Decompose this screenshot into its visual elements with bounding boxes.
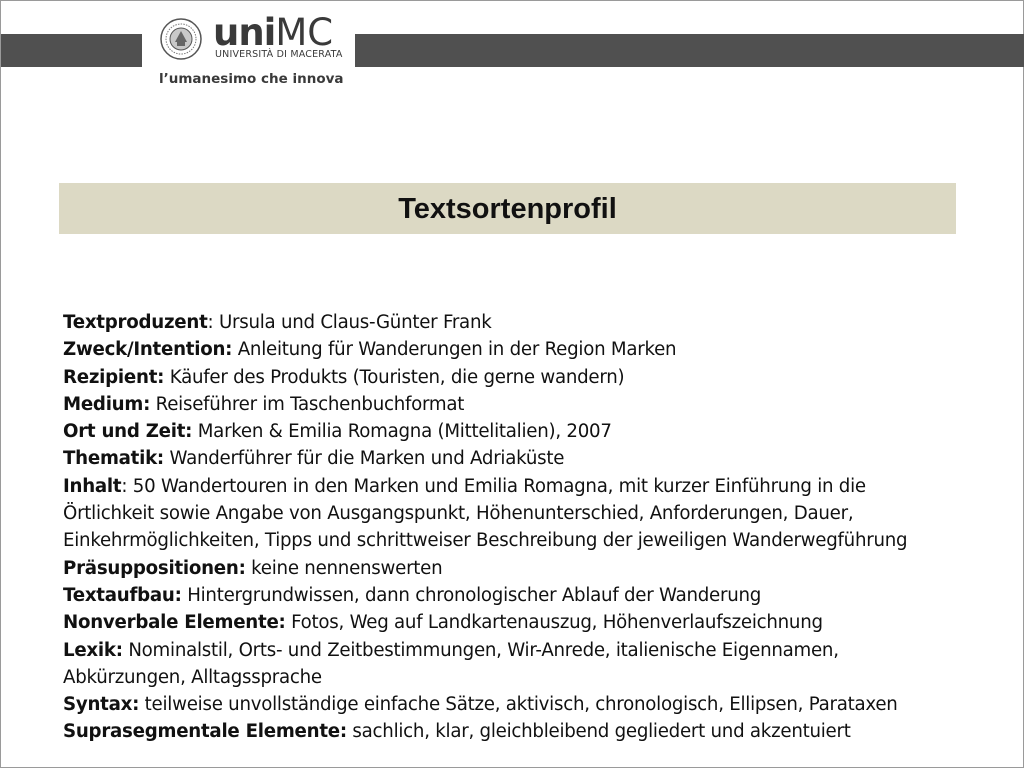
- logo-main-text: uni: [213, 11, 276, 54]
- profile-separator: :: [121, 475, 133, 497]
- profile-label: Zweck/Intention:: [63, 339, 233, 361]
- title-banner: [59, 183, 956, 234]
- profile-label: Textaufbau:: [63, 584, 182, 606]
- profile-entry-continuation: Einkehrmöglichkeiten, Tipps und schrittweiser Beschreibung der jeweiligen Wanderwegführung: [63, 530, 908, 552]
- profile-label: Rezipient:: [63, 366, 165, 388]
- profile-value: sachlich, klar, gleichbleibend gegliedert und akzentuiert: [352, 721, 851, 743]
- profile-entry: [63, 555, 963, 582]
- profile-label: Textproduzent: [63, 312, 208, 333]
- profile-entry: [63, 691, 963, 718]
- profile-entry: [63, 473, 963, 500]
- profile-label: Präsuppositionen:: [63, 557, 246, 579]
- profile-entry-continuation: Örtlichkeit sowie Angabe von Ausgangspunkt, Höhenunterschied, Anforderungen, Dauer,: [63, 503, 854, 525]
- profile-label: Ort und Zeit:: [63, 421, 193, 443]
- page-title: Textsortenprofil: [398, 193, 617, 225]
- profile-label: Medium:: [63, 393, 151, 415]
- profile-entry: [63, 445, 963, 472]
- profile-value: Marken & Emilia Romagna (Mittelitalien), 2007: [197, 421, 612, 443]
- profile-entry: [63, 609, 963, 636]
- logo-accent-text: MC: [275, 11, 334, 54]
- profile-entry: [63, 637, 963, 664]
- profile-separator: :: [207, 312, 219, 333]
- profile-value: 50 Wandertouren in den Marken und Emilia Romagna, mit kurzer Einführung in die: [132, 475, 866, 497]
- profile-value: Nominalstil, Orts- und Zeitbestimmungen, Wir-Anrede, italienische Eigennamen,: [128, 639, 839, 661]
- profile-entry: [63, 364, 963, 391]
- profile-entry: [63, 336, 963, 363]
- profile-value: Ursula und Claus-Günter Frank: [218, 312, 492, 333]
- profile-entry-continuation: Abkürzungen, Alltagssprache: [63, 666, 322, 688]
- profile-value: keine nennenswerten: [251, 557, 443, 579]
- profile-entry: [63, 309, 963, 336]
- header-bar-left: [1, 34, 142, 67]
- university-seal-icon: [160, 18, 202, 60]
- profile-entry: [63, 418, 963, 445]
- profile-value: Reiseführer im Taschenbuchformat: [155, 393, 465, 415]
- profile-value: Wanderführer für die Marken und Adriaküste: [169, 448, 565, 470]
- profile-entry: [63, 391, 963, 418]
- profile-label: Nonverbale Elemente:: [63, 612, 286, 634]
- tagline: l’umanesimo che innova: [159, 71, 344, 87]
- profile-label: Inhalt: [63, 475, 122, 497]
- profile-label: Syntax:: [63, 694, 140, 716]
- header-bar-right: [355, 34, 1024, 67]
- profile-label: Thematik:: [63, 448, 164, 470]
- profile-value: Anleitung für Wanderungen in der Region Marken: [237, 339, 677, 361]
- profile-label: Lexik:: [63, 639, 123, 661]
- logo-subtitle: UNIVERSITÀ DI MACERATA: [215, 49, 343, 60]
- profile-value: teilweise unvollständige einfache Sätze, aktivisch, chronologisch, Ellipsen, Parataxen: [144, 694, 898, 716]
- profile-entry: [63, 582, 963, 609]
- text-profile: [63, 309, 963, 746]
- profile-value: Käufer des Produkts (Touristen, die gerne wandern): [169, 366, 625, 388]
- profile-label: Suprasegmentale Elemente:: [63, 721, 347, 743]
- profile-value: Fotos, Weg auf Landkartenauszug, Höhenverlaufszeichnung: [291, 612, 823, 634]
- profile-value: Hintergrundwissen, dann chronologischer Ablauf der Wanderung: [187, 584, 762, 606]
- profile-entry: [63, 718, 963, 745]
